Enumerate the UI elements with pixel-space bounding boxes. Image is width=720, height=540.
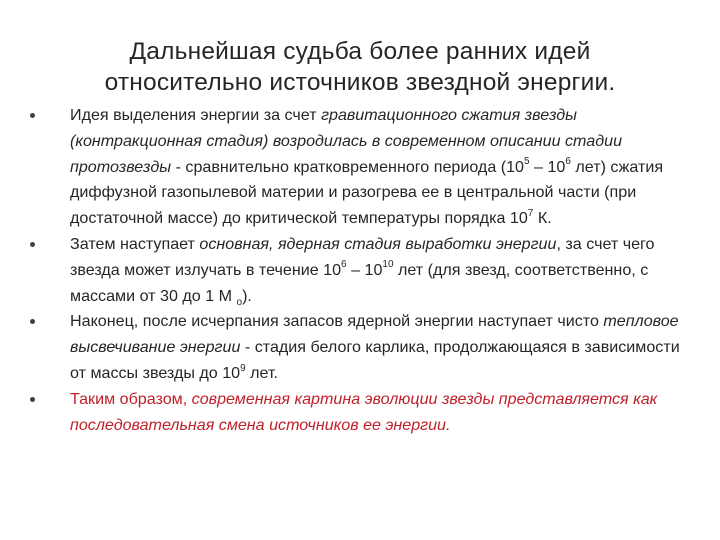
bullet-italic-text: гравитационного сжатия звезды (контракционная стадия) возродилась в современном описании стадии протозвезды (70, 106, 623, 176)
bullet-text: – 10 (346, 260, 383, 279)
bullet-italic-text: тепловое высвечивание энергии (70, 312, 679, 357)
bullet-text-red: Таким образом, (70, 389, 192, 408)
exponent: 7 (527, 207, 534, 219)
bullet-item-contraction (30, 103, 690, 232)
bullet-italic-text: основная, ядерная стадия выработки энергии (199, 234, 557, 253)
bullet-dot-icon (30, 319, 35, 324)
bullet-text: Наконец, после исчерпания запасов ядерной энергии наступает чисто (70, 312, 604, 331)
solar-subscript: о (236, 296, 243, 308)
bullet-text: Идея выделения энергии за счет (70, 106, 322, 124)
bullet-text: лет. (245, 363, 279, 382)
bullet-text: лет (для звезд, соответственно, с массами от 30 до 1 М (70, 260, 649, 305)
bullet-text: - сравнительно кратковременного периода (10 (171, 157, 525, 176)
bullet-dot-icon (30, 113, 35, 118)
bullet-text: лет) сжатия диффузной газопылевой материи и разогрева ее в центральной части (при достаточной массе) до критической температуры порядка 10 (70, 157, 664, 228)
bullet-item-nuclear (30, 232, 690, 309)
bullet-dot-icon (30, 242, 35, 247)
bullet-list (30, 103, 690, 438)
bullet-italic-text-red: современная картина эволюции звезды представляется как последовательная смена источников ее энергии. (70, 389, 658, 434)
bullet-text: К. (533, 209, 552, 228)
slide-title-line-2: относительно источников звездной энергии. (104, 69, 616, 96)
bullet-text: - стадия белого карлика, продолжающаяся в зависимости от массы звезды до 10 (70, 338, 680, 382)
bullet-text: Затем наступает (70, 234, 200, 253)
bullet-item-white-dwarf (30, 309, 690, 386)
bullet-text: – 10 (529, 157, 566, 176)
exponent: 9 (240, 362, 246, 374)
bullet-text: , за счет чего звезда может излучать в течение 10 (70, 234, 655, 279)
exponent: 6 (341, 259, 347, 271)
slide-title (40, 36, 680, 98)
bullet-item-conclusion (30, 387, 690, 439)
bullet-text: ). (242, 286, 252, 305)
exponent: 5 (524, 156, 530, 168)
slide-title-line-1: Дальнейшая судьба более ранних идей (129, 38, 591, 65)
exponent: 10 (382, 259, 394, 271)
bullet-dot-icon (30, 397, 35, 402)
exponent: 6 (565, 156, 571, 168)
